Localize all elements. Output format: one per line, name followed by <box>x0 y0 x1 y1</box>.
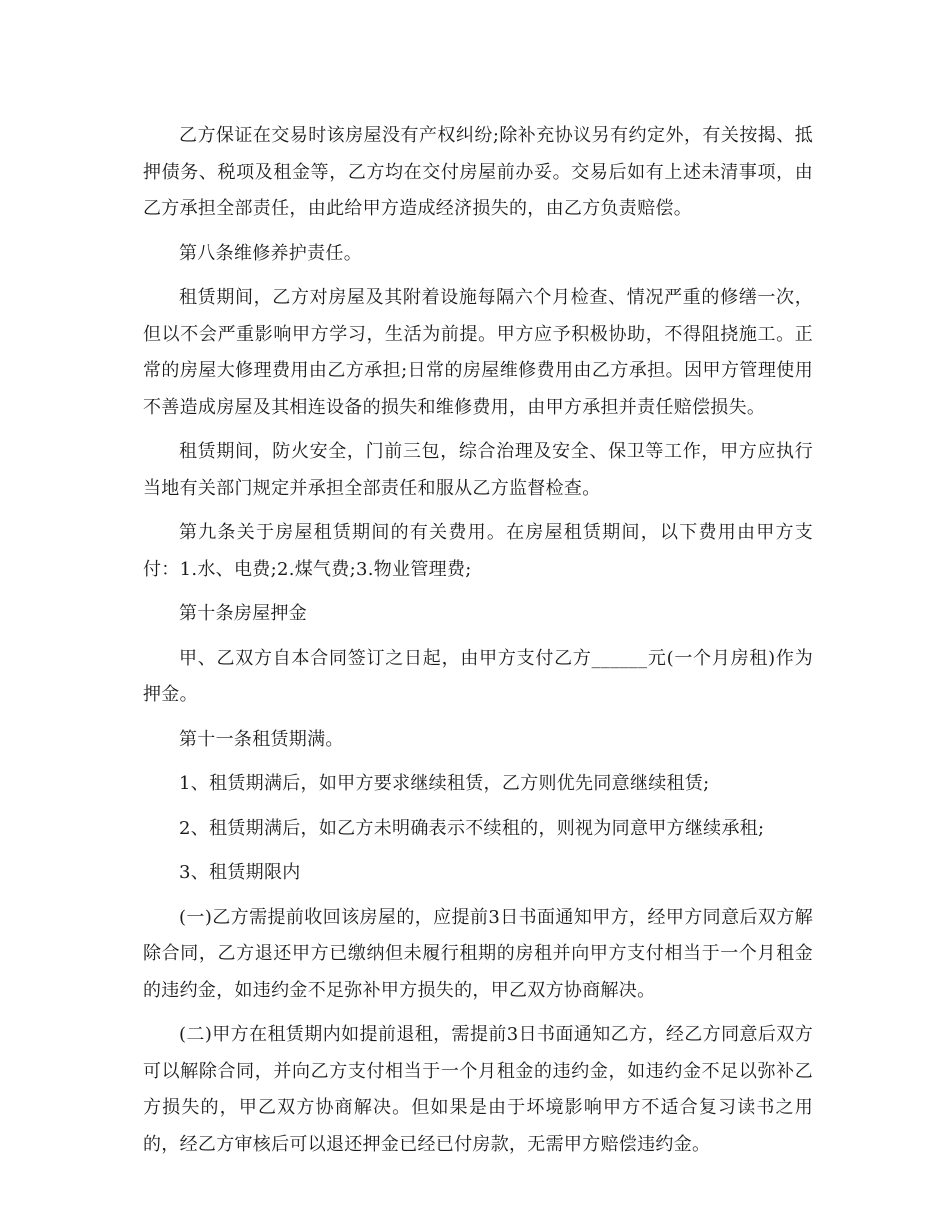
article-8-heading: 第八条维修养护责任。 <box>179 242 362 264</box>
article-10-heading: 第十条房屋押金 <box>179 603 308 624</box>
clause-3: 3、租赁期限内 <box>179 862 301 883</box>
paragraph-maintenance: 租赁期间，乙方对房屋及其附着设施每隔六个月检查、情况严重的修缮一次，但以不会严重影响甲方学习，生活为前提。甲方应予积极协助，不得阻挠施工。正常的房屋大修理费用由乙方承担;日常的房屋维修费用由乙方承担。因甲方管理使用不善造成房屋及其相连设备的损失和维修费用，由甲方承担并责任赔偿损失。 <box>143 287 813 418</box>
article-11-heading: 第十一条租赁期满。 <box>179 728 344 750</box>
clause-3-item-2: (二)甲方在租赁期内如提前退租，需提前3日书面通知乙方，经乙方同意后双方可以解除合同，并向乙方支付相当于一个月租金的违约金，如违约金不足以弥补乙方损失的，甲乙双方协商解决。但如果是由于坏境影响甲方不适合复习读书之用的，经乙方审核后可以退还押金已经已付房款，无需甲方赔偿违约金。 <box>143 1024 813 1155</box>
paragraph-fire-safety: 租赁期间，防火安全，门前三包，综合治理及安全、保卫等工作，甲方应执行当地有关部门规定并承担全部责任和服从乙方监督检查。 <box>143 441 813 499</box>
clause-2: 2、租赁期满后，如乙方未明确表示不续租的，则视为同意甲方继续承租; <box>179 817 765 839</box>
paragraph-guarantee: 乙方保证在交易时该房屋没有产权纠纷;除补充协议另有约定外，有关按揭、抵押债务、税项及租金等，乙方均在交付房屋前办妥。交易后如有上述未清事项，由乙方承担全部责任，由此给甲方造成经济损失的，由乙方负责赔偿。 <box>143 125 813 219</box>
article-9-fees: 第九条关于房屋租赁期间的有关费用。在房屋租赁期间，以下费用由甲方支付：1.水、电费;2.煤气费;3.物业管理费; <box>143 522 813 580</box>
document-body <box>143 118 813 1171</box>
paragraph-deposit: 甲、乙双方自本合同签订之日起，由甲方支付乙方______元(一个月房租)作为押金。 <box>143 647 813 705</box>
clause-1: 1、租赁期满后，如甲方要求继续租赁，乙方则优先同意继续租赁; <box>179 773 710 794</box>
clause-3-item-1: (一)乙方需提前收回该房屋的，应提前3日书面通知甲方，经甲方同意后双方解除合同，乙方退还甲方已缴纳但未履行租期的房租并向甲方支付相当于一个月租金的违约金，如违约金不足弥补甲方损失的，甲乙双方协商解决。 <box>143 906 813 1001</box>
